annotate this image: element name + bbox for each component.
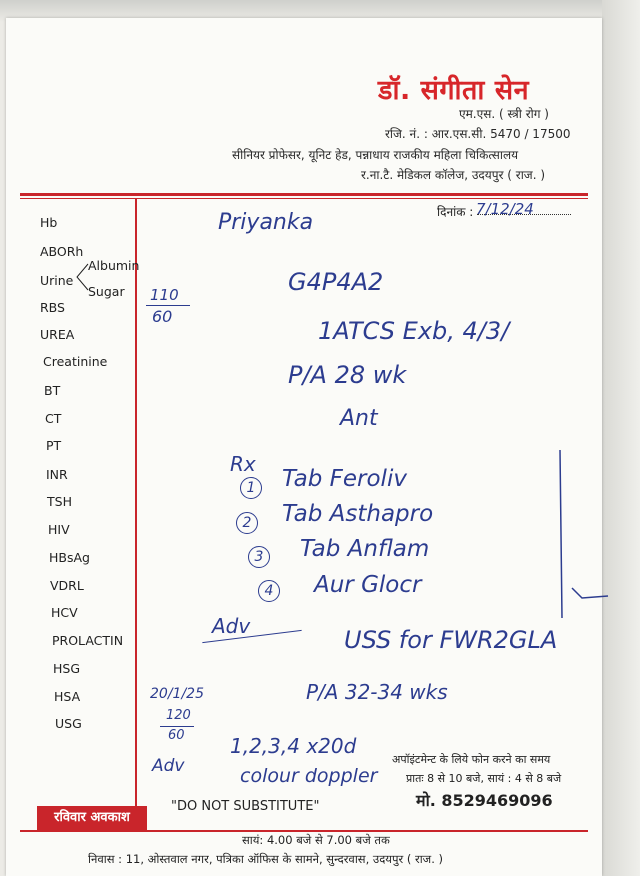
test-prolactin: PROLACTIN [52,633,124,648]
appointment-hours: प्रातः 8 से 10 बजे, सायं : 4 से 8 बजे [406,772,562,785]
sunday-off-badge: रविवार अवकाश [37,806,147,830]
test-inr: INR [46,467,68,482]
appointment-heading: अपॉइंटमेन्ट के लिये फोन करने का समय [392,753,551,766]
test-hbsag: HBsAg [49,550,90,565]
test-hb: Hb [40,215,58,230]
medicine-4: Aur Glocr [314,572,422,598]
test-rbs: RBS [40,300,65,315]
doctor-degree: एम.एस. ( स्त्री रोग ) [459,107,549,121]
medicine-number-3: 3 [248,546,270,568]
test-albumin: Albumin [88,258,140,273]
handwritten-history-line: 1ATCS Exb, 4/3/ [318,317,510,345]
handwritten-bp-systolic: 110 [150,286,179,304]
test-hsg: HSG [53,661,81,676]
doctor-name: डॉ. संगीता सेन [378,75,530,106]
medicine-1: Tab Feroliv [282,466,407,492]
handwritten-pa-followup: P/A 32-34 wks [306,680,448,704]
footer-rule [20,830,588,832]
medicine-number-4: 4 [258,580,280,602]
medicine-number-1: 1 [240,477,262,499]
handwritten-note: Ant [340,406,378,431]
medication-bracket-icon [552,448,612,628]
handwritten-patient-name: Priyanka [218,210,314,235]
do-not-substitute-note: "DO NOT SUBSTITUTE" [171,799,320,814]
medicine-2: Tab Asthapro [282,501,434,527]
handwritten-pa-exam: P/A 28 wk [288,361,407,389]
evening-hours: सायं: 4.00 बजे से 7.00 बजे तक [242,833,390,847]
handwritten-repeat-medicines: 1,2,3,4 x20d [230,734,357,758]
test-urine: Urine [40,273,74,288]
handwritten-bp2-diastolic: 60 [168,728,185,743]
residence-address: निवास : 11, ओस्तवाल नगर, पत्रिका ऑफिस के सामने, सुन्दरवास, उदयपुर ( राज. ) [88,852,444,866]
handwritten-advice: Adv [212,614,251,638]
phone-number: मो. 8529469096 [416,791,553,810]
bp-fraction-line [146,305,190,306]
handwritten-followup-date: 20/1/25 [150,686,204,702]
handwritten-colour-doppler: colour doppler [240,765,378,787]
date-label: दिनांक : [437,205,474,219]
test-sugar: Sugar [88,284,125,299]
handwritten-advice-2: Adv [152,756,185,776]
test-hiv: HIV [48,522,70,537]
test-hsa: HSA [54,689,81,704]
test-aborh: ABORh [40,244,84,259]
test-column-divider [135,199,137,831]
test-hcv: HCV [51,605,78,620]
test-urea: UREA [40,327,75,342]
test-tsh: TSH [47,494,72,509]
handwritten-bp2-systolic: 120 [166,708,191,723]
medicine-3: Tab Anflam [300,536,430,562]
header-rule-thin [20,198,588,199]
handwritten-obstetric-history: G4P4A2 [288,268,384,296]
test-vdrl: VDRL [50,578,84,593]
handwritten-date: 7/12/24 [476,200,534,218]
bp2-fraction-line [160,726,194,727]
handwritten-rx: Rx [230,452,256,476]
test-bt: BT [44,383,61,398]
handwritten-uss: USS for FWR2GLA [344,626,558,654]
scan-right-edge [602,0,640,876]
test-ct: CT [45,411,62,426]
medicine-number-2: 2 [236,512,258,534]
handwritten-bp-diastolic: 60 [152,307,173,326]
header-rule [20,193,588,196]
test-usg: USG [55,716,82,731]
test-creatinine: Creatinine [43,354,108,369]
doctor-designation: सीनियर प्रोफेसर, यूनिट हेड, पन्नाधाय राजकीय महिला चिकित्सालय [232,148,519,162]
college-name: र.ना.टै. मेडिकल कॉलेज, उदयपुर ( राज. ) [361,168,546,182]
test-pt: PT [46,438,62,453]
registration-number: रजि. नं. : आर.एस.सी. 5470 / 17500 [385,127,571,141]
